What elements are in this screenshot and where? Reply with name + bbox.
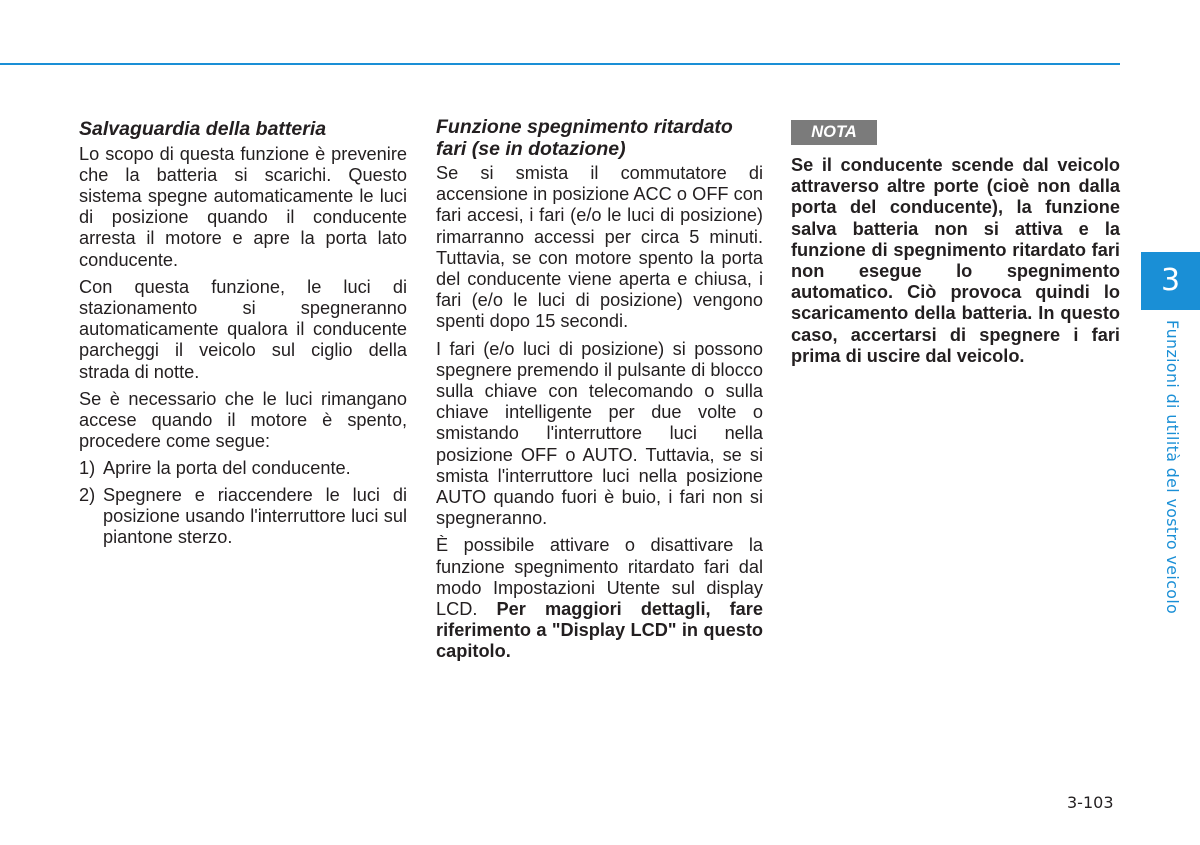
procedure-steps — [79, 458, 407, 548]
step-text: Spegnere e riaccendere le luci di posizione usando l'interruttore luci sul piantone sterzo. — [103, 484, 407, 547]
note-text: Se il conducente scende dal veicolo attraverso altre porte (cioè non dalla porta del conducente), la funzione salva batteria non si attiva e la funzione di spegnimento ritardato fari non esegue lo spegnimento automatico. Ciò provoca quindi lo scaricamento della batteria. In questo caso, accertarsi di spegnere i fari prima di uscire dal veicolo. — [791, 155, 1120, 366]
step-text: Aprire la porta del conducente. — [103, 458, 351, 479]
list-item — [79, 458, 407, 479]
note-badge: NOTA — [791, 120, 877, 145]
chapter-number-tab: 3 — [1141, 252, 1200, 310]
paragraph-regular-text: È possibile attivare o disattivare la funzione spegnimento ritardato fari dal modo Impostazioni Utente sul display LCD. — [436, 535, 763, 620]
list-item — [79, 485, 407, 549]
section-title-headlight-delay: Funzione spegnimento ritardato fari (se in dotazione) — [436, 116, 733, 160]
column-headlight-delay — [436, 117, 763, 669]
section-title-battery-saver: Salvaguardia della batteria — [79, 118, 327, 140]
paragraph: Lo scopo di questa funzione è prevenire che la batteria si scarichi. Questo sistema spegne automaticamente le luci di posizione quando il conducente arresta il motore e apre la porta lato conducente. — [79, 143, 407, 270]
page-number: 3-103 — [1067, 793, 1114, 812]
header-rule — [0, 63, 1120, 65]
paragraph: Se è necessario che le luci rimangano accese quando il motore è spento, procedere come segue: — [79, 388, 407, 452]
paragraph: I fari (e/o luci di posizione) si possono spegnere premendo il pulsante di blocco sulla chiave con telecomando o sulla chiave intelligente per due volte o smistando l'interruttore luci nella posizione OFF o AUTO. Tuttavia, se si smista l'interruttore luci nella posizione AUTO quando fuori è buio, i fari non si spegneranno. — [436, 338, 763, 529]
step-number: 2) — [79, 484, 96, 505]
column-battery-saver — [79, 117, 407, 553]
paragraph: Con questa funzione, le luci di stazionamento si spegneranno automaticamente qualora il conducente parcheggi il veicolo sul ciglio della strada di notte. — [79, 276, 407, 382]
step-number: 1) — [79, 458, 96, 479]
paragraph: Se si smista il commutatore di accensione in posizione ACC o OFF con fari accesi, i fari (e/o le luci di posizione) rimarranno accessi per circa 5 minuti. Tuttavia, se con motore spento la porta del conducente viene aperta e chiusa, i fari (e/o le luci di posizione) vengono spenti dopo 15 secondi. — [436, 163, 763, 332]
paragraph-bold-text: Per maggiori dettagli, fare riferimento a "Display LCD" in questo capitolo. — [436, 599, 763, 662]
column-note — [791, 117, 1120, 367]
chapter-name: Funzioni di utilità del vostro veicolo — [1163, 320, 1182, 615]
paragraph — [436, 535, 763, 662]
